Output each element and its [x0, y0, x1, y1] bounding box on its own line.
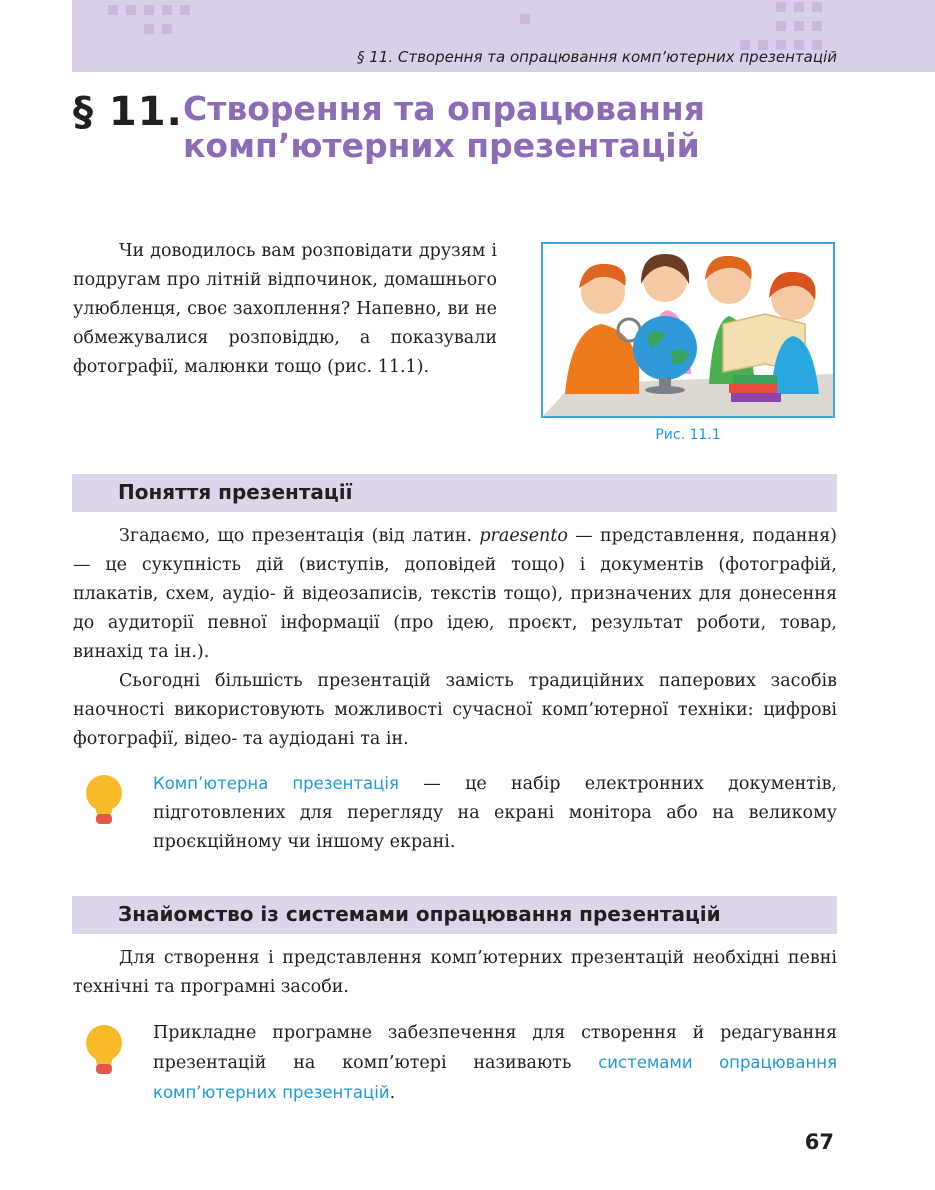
latin-word: praesento	[479, 526, 568, 546]
decor-square	[126, 5, 136, 15]
term-presentation-systems: системами опрацювання комп’ютерних презентацій	[153, 1053, 838, 1102]
figure-illustration	[541, 242, 835, 418]
section-title-concept: Поняття презентації	[118, 480, 353, 504]
concept-paragraph-1	[73, 522, 837, 667]
chapter-number: § 11.	[73, 89, 183, 135]
decor-square	[144, 5, 154, 15]
decor-square	[776, 2, 786, 12]
concept-paragraph-2: Сьогодні більшість презентацій замість традиційних паперових засобів наочності використовують можливості сучасної комп’ютерної техніки: цифрові фотографії, відео- та аудіодані та ін.	[73, 671, 837, 749]
running-head: § 11. Створення та опрацювання комп’ютерних презентацій	[356, 48, 837, 66]
decor-square	[162, 5, 172, 15]
decor-square	[794, 2, 804, 12]
page-number: 67	[804, 1130, 834, 1154]
chapter-title-line2: комп’ютерних презентацій	[183, 126, 700, 165]
lightbulb-icon	[84, 1023, 124, 1079]
figure-caption: Рис. 11.1	[655, 427, 721, 443]
definition-presentation-systems	[153, 1019, 837, 1108]
lightbulb-icon	[84, 773, 124, 829]
section-title-systems: Знайомство із системами опрацювання презентацій	[118, 902, 721, 926]
systems-paragraph-1: Для створення і представлення комп’ютерних презентацій необхідні певні технічні та програмні засоби.	[73, 948, 837, 997]
chapter-title-line1: Створення та опрацювання	[183, 89, 705, 128]
decor-square	[162, 24, 172, 34]
decor-square	[776, 21, 786, 31]
text-run: — це набір електронних документів, підготовлених для перегляду на екрані монітора або на великому проєкційному чи іншому екрані.	[153, 774, 837, 852]
decor-square	[812, 2, 822, 12]
term-computer-presentation: Комп’ютерна презентація	[153, 774, 399, 793]
decor-square	[144, 24, 154, 34]
children-with-globe-illustration	[543, 244, 833, 416]
text-run: Згадаємо, що презентація (від латин.	[119, 526, 480, 546]
decor-square	[794, 21, 804, 31]
definition-computer-presentation	[153, 769, 837, 857]
decor-square	[108, 5, 118, 15]
decor-square	[180, 5, 190, 15]
text-run: .	[389, 1083, 396, 1103]
decor-square	[520, 14, 530, 24]
chapter-title	[183, 90, 803, 164]
text-run: — представлення, подання) — це сукупність дій (виступів, доповідей тощо) і документів (фотографій, плакатів, схем, аудіо- й відеозаписів, текстів тощо), призначених для донесення до аудиторії певної інформації (про ідею, проєкт, результат роботи, товар, винахід та ін.).	[73, 526, 837, 662]
decor-square	[812, 21, 822, 31]
text-run: Прикладне програмне забезпечення для створення й редагування презентацій на комп’ютері називають	[153, 1023, 837, 1073]
intro-paragraph: Чи доводилось вам розповідати друзям і подругам про літній відпочинок, домашнього улюбленця, своє захоплення? Напевно, ви не обмежувалися розповіддю, а показували фотографії, малюнки тощо (рис. 11.1).	[73, 241, 497, 377]
